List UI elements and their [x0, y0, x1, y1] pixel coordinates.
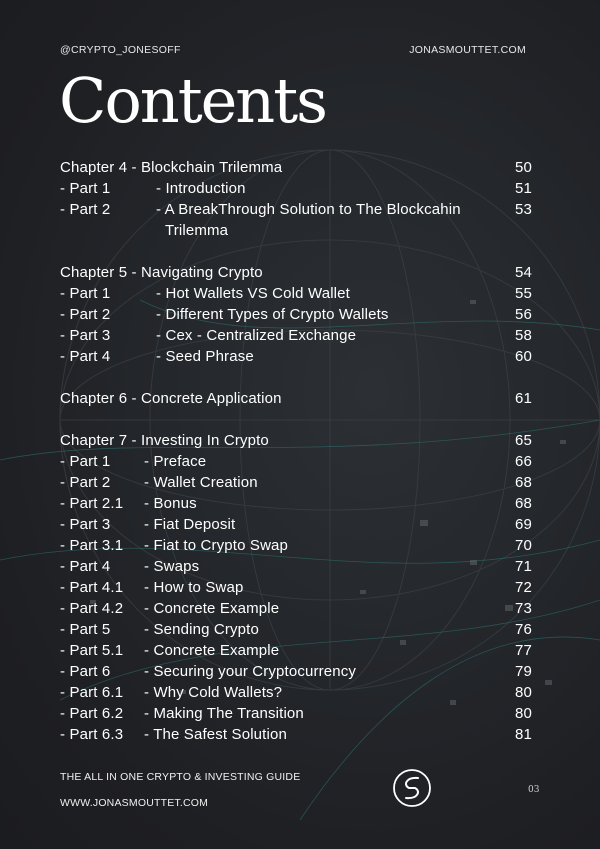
part-label: - Part 1: [60, 453, 111, 470]
table-of-contents: [60, 157, 532, 745]
toc-entry[interactable]: [60, 598, 532, 619]
part-label: - Part 4.2: [60, 600, 124, 617]
page-ref: 55: [515, 285, 532, 302]
toc-entry[interactable]: [60, 199, 532, 241]
part-label: - Part 2.1: [60, 495, 124, 512]
part-title: - Concrete Example: [144, 600, 280, 617]
part-title: - Preface: [144, 453, 207, 470]
footer-website-link[interactable]: WWW.JONASMOUTTET.COM: [60, 797, 209, 809]
toc-entry[interactable]: [60, 703, 532, 724]
site-link[interactable]: JONASMOUTTET.COM: [409, 44, 526, 56]
toc-entry[interactable]: [60, 577, 532, 598]
part-title: - The Safest Solution: [144, 726, 287, 743]
page-number: 03: [528, 785, 540, 795]
part-label: - Part 6.3: [60, 726, 124, 743]
toc-entry[interactable]: [60, 451, 532, 472]
part-title: - Cex - Centralized Exchange: [156, 327, 357, 344]
chapter-title: Chapter 5 - Navigating Crypto: [60, 264, 263, 281]
part-title: - Securing your Cryptocurrency: [144, 663, 357, 680]
toc-chapter-4[interactable]: [60, 157, 532, 178]
part-label: - Part 5.1: [60, 642, 124, 659]
part-label: - Part 5: [60, 621, 111, 638]
page-ref: 80: [515, 684, 532, 701]
part-label: - Part 3: [60, 327, 111, 344]
chapter-title: Chapter 7 - Investing In Crypto: [60, 432, 269, 449]
toc-entry[interactable]: [60, 304, 532, 325]
toc-entry[interactable]: [60, 682, 532, 703]
part-title: - Different Types of Crypto Wallets: [156, 306, 389, 323]
part-label: - Part 3: [60, 516, 111, 533]
page-title: Contents: [59, 64, 326, 137]
toc-entry[interactable]: [60, 619, 532, 640]
toc-chapter-5[interactable]: [60, 262, 532, 283]
page-ref: 61: [515, 390, 532, 407]
page-ref: 50: [515, 159, 532, 176]
part-title: - Hot Wallets VS Cold Wallet: [156, 285, 350, 302]
part-label: - Part 6.1: [60, 684, 124, 701]
part-title: - Wallet Creation: [144, 474, 258, 491]
part-label: - Part 4: [60, 348, 111, 365]
part-label: - Part 2: [60, 306, 111, 323]
page-ref: 56: [515, 306, 532, 323]
spacer: [60, 409, 532, 430]
toc-entry[interactable]: [60, 514, 532, 535]
page-ref: 51: [515, 180, 532, 197]
part-title: - Sending Crypto: [144, 621, 259, 638]
part-label: - Part 3.1: [60, 537, 124, 554]
page-ref: 81: [515, 726, 532, 743]
part-title: - Fiat Deposit: [144, 516, 236, 533]
part-label: - Part 1: [60, 285, 111, 302]
toc-chapter-7[interactable]: [60, 430, 532, 451]
page-ref: 76: [515, 621, 532, 638]
page-ref: 70: [515, 537, 532, 554]
toc-entry[interactable]: [60, 556, 532, 577]
page-ref: 66: [515, 453, 532, 470]
part-label: - Part 4: [60, 558, 111, 575]
page-ref: 72: [515, 579, 532, 596]
brand-logo-icon: [392, 768, 432, 808]
part-title: - How to Swap: [144, 579, 244, 596]
spacer: [60, 241, 532, 262]
toc-entry[interactable]: [60, 472, 532, 493]
page-ref: 73: [515, 600, 532, 617]
page-ref: 54: [515, 264, 532, 281]
part-label: - Part 2: [60, 474, 111, 491]
spacer: [60, 367, 532, 388]
page-ref: 53: [515, 201, 532, 218]
toc-entry[interactable]: [60, 661, 532, 682]
toc-entry[interactable]: [60, 325, 532, 346]
toc-entry[interactable]: [60, 493, 532, 514]
guide-title: THE ALL IN ONE CRYPTO & INVESTING GUIDE: [60, 771, 301, 783]
page-ref: 79: [515, 663, 532, 680]
toc-entry[interactable]: [60, 640, 532, 661]
part-label: - Part 6: [60, 663, 111, 680]
part-label: - Part 6.2: [60, 705, 124, 722]
part-title: - A BreakThrough Solution to The Blockcahin Trilemma: [156, 201, 461, 239]
page-ref: 69: [515, 516, 532, 533]
part-title: - Introduction: [156, 180, 246, 197]
part-title: - Bonus: [144, 495, 197, 512]
part-title: - Concrete Example: [144, 642, 280, 659]
author-handle: @CRYPTO_JONESOFF: [60, 44, 181, 56]
page-ref: 65: [515, 432, 532, 449]
toc-entry[interactable]: [60, 346, 532, 367]
toc-entry[interactable]: [60, 724, 532, 745]
page-ref: 71: [515, 558, 532, 575]
part-title: - Making The Transition: [144, 705, 304, 722]
part-label: - Part 1: [60, 180, 111, 197]
part-title: - Swaps: [144, 558, 200, 575]
part-label: - Part 4.1: [60, 579, 124, 596]
part-title: - Fiat to Crypto Swap: [144, 537, 289, 554]
chapter-title: Chapter 6 - Concrete Application: [60, 390, 282, 407]
page-ref: 68: [515, 474, 532, 491]
part-title: - Why Cold Wallets?: [144, 684, 283, 701]
part-label: - Part 2: [60, 201, 111, 218]
page-ref: 77: [515, 642, 532, 659]
chapter-title: Chapter 4 - Blockchain Trilemma: [60, 159, 283, 176]
page-ref: 58: [515, 327, 532, 344]
page-ref: 68: [515, 495, 532, 512]
part-title: - Seed Phrase: [156, 348, 254, 365]
toc-chapter-6[interactable]: [60, 388, 532, 409]
toc-entry[interactable]: [60, 178, 532, 199]
page-ref: 60: [515, 348, 532, 365]
page-ref: 80: [515, 705, 532, 722]
toc-entry[interactable]: [60, 283, 532, 304]
toc-entry[interactable]: [60, 535, 532, 556]
